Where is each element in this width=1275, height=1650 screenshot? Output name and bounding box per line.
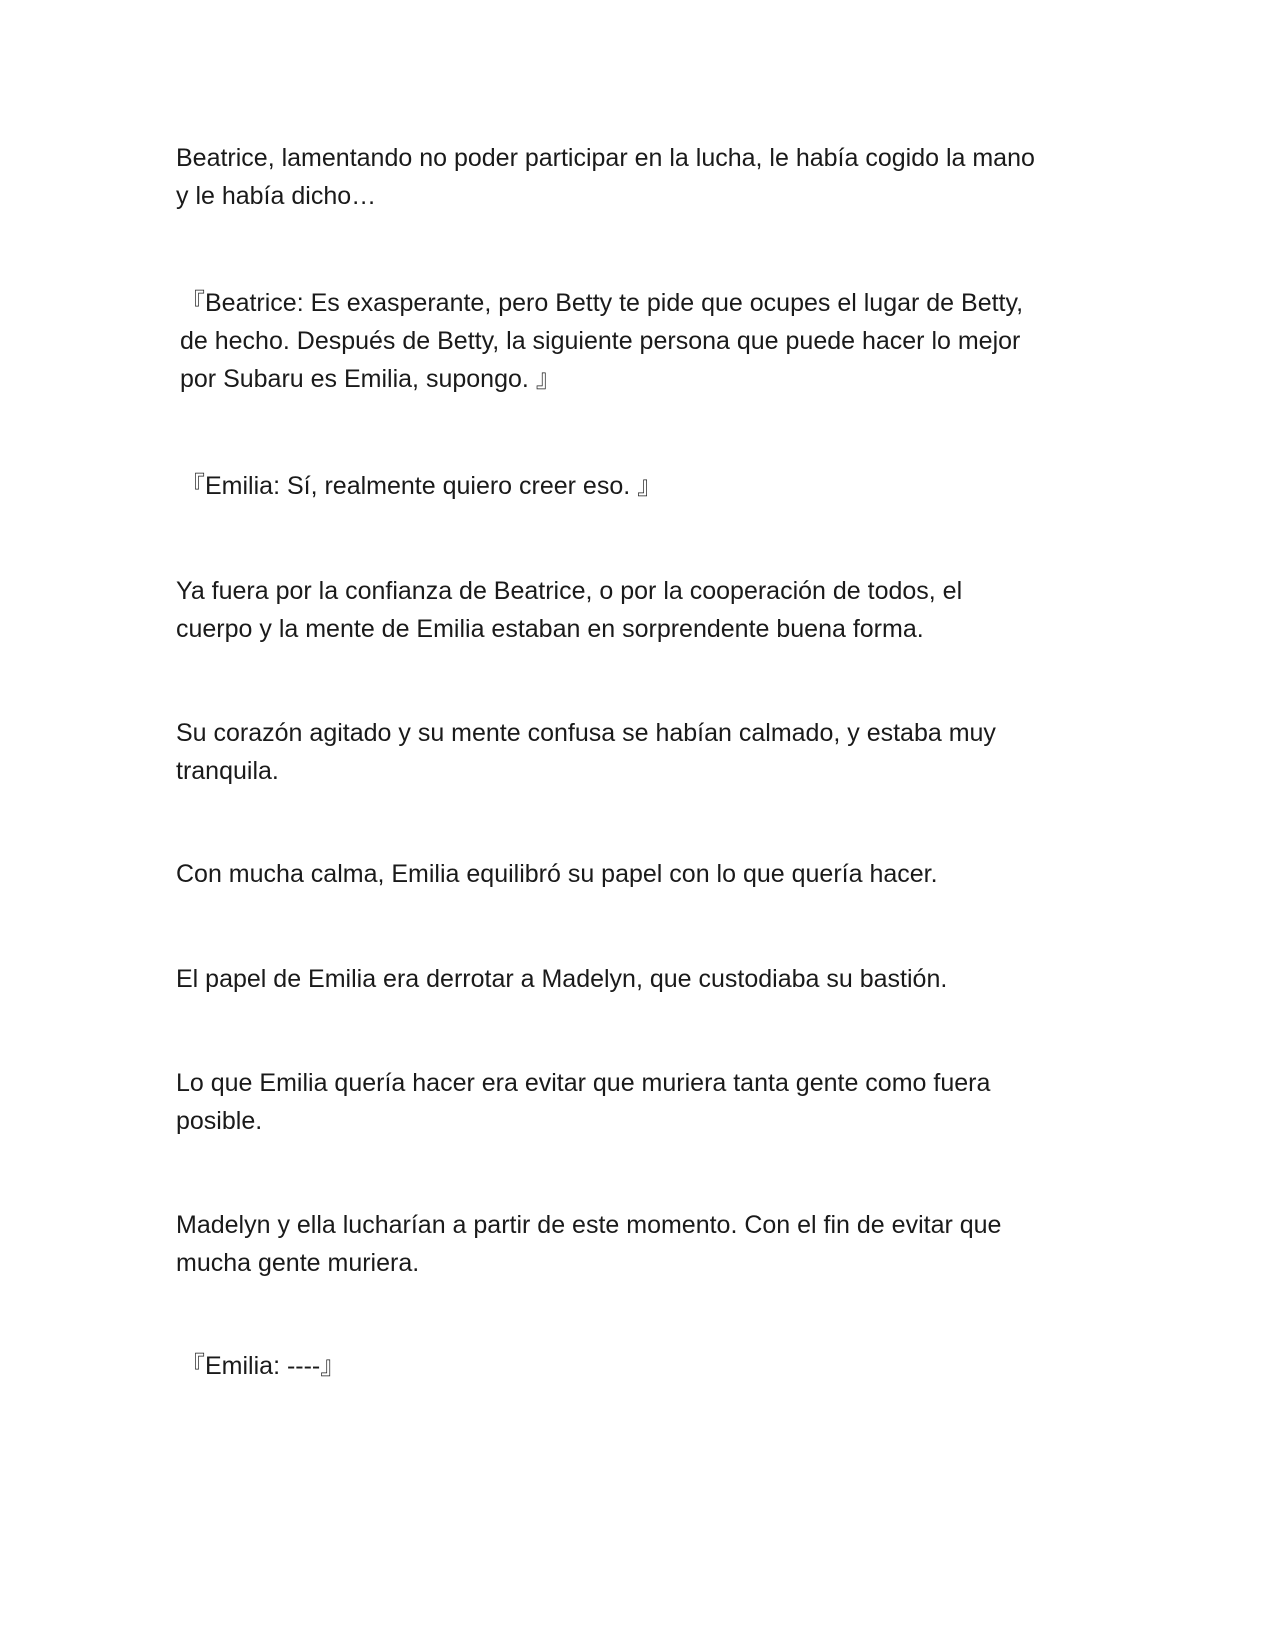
paragraph-5-line-1: Su corazón agitado y su mente confusa se habían calmado, y estaba muy	[176, 719, 996, 747]
paragraph-5-line-2: tranquila.	[176, 757, 279, 785]
paragraph-2-line-2: de hecho. Después de Betty, la siguiente persona que puede hacer lo mejor	[180, 327, 1021, 355]
paragraph-5	[176, 714, 1096, 790]
paragraph-4	[176, 572, 1096, 648]
paragraph-8	[176, 1064, 1096, 1140]
paragraph-8-line-2: posible.	[176, 1107, 263, 1135]
paragraph-1-line-2: y le había dicho…	[176, 182, 377, 210]
paragraph-9	[176, 1206, 1096, 1282]
paragraph-8-line-1: Lo que Emilia quería hacer era evitar que muriera tanta gente como fuera	[176, 1069, 991, 1097]
paragraph-1-line-1: Beatrice, lamentando no poder participar en la lucha, le había cogido la mano	[176, 144, 1035, 172]
paragraph-4-line-1: Ya fuera por la confianza de Beatrice, o por la cooperación de todos, el	[176, 577, 963, 605]
paragraph-1	[176, 139, 1096, 215]
paragraph-9-line-2: mucha gente muriera.	[176, 1249, 420, 1277]
paragraph-3-line-1: 『Emilia: Sí, realmente quiero creer eso. 』	[180, 472, 663, 500]
paragraph-10-dialogue	[180, 1347, 1100, 1385]
paragraph-6	[176, 855, 1096, 893]
paragraph-3-dialogue	[180, 467, 1100, 505]
paragraph-6-line-1: Con mucha calma, Emilia equilibró su papel con lo que quería hacer.	[176, 860, 938, 888]
paragraph-2-line-3: por Subaru es Emilia, supongo. 』	[180, 365, 561, 393]
paragraph-2-line-1: 『Beatrice: Es exasperante, pero Betty te pide que ocupes el lugar de Betty,	[180, 289, 1024, 317]
paragraph-7	[176, 960, 1096, 998]
paragraph-2-dialogue	[180, 284, 1100, 398]
paragraph-9-line-1: Madelyn y ella lucharían a partir de este momento. Con el fin de evitar que	[176, 1211, 1002, 1239]
paragraph-4-line-2: cuerpo y la mente de Emilia estaban en sorprendente buena forma.	[176, 615, 924, 643]
paragraph-10-line-1: 『Emilia: ----』	[180, 1352, 346, 1380]
paragraph-7-line-1: El papel de Emilia era derrotar a Madelyn, que custodiaba su bastión.	[176, 965, 948, 993]
